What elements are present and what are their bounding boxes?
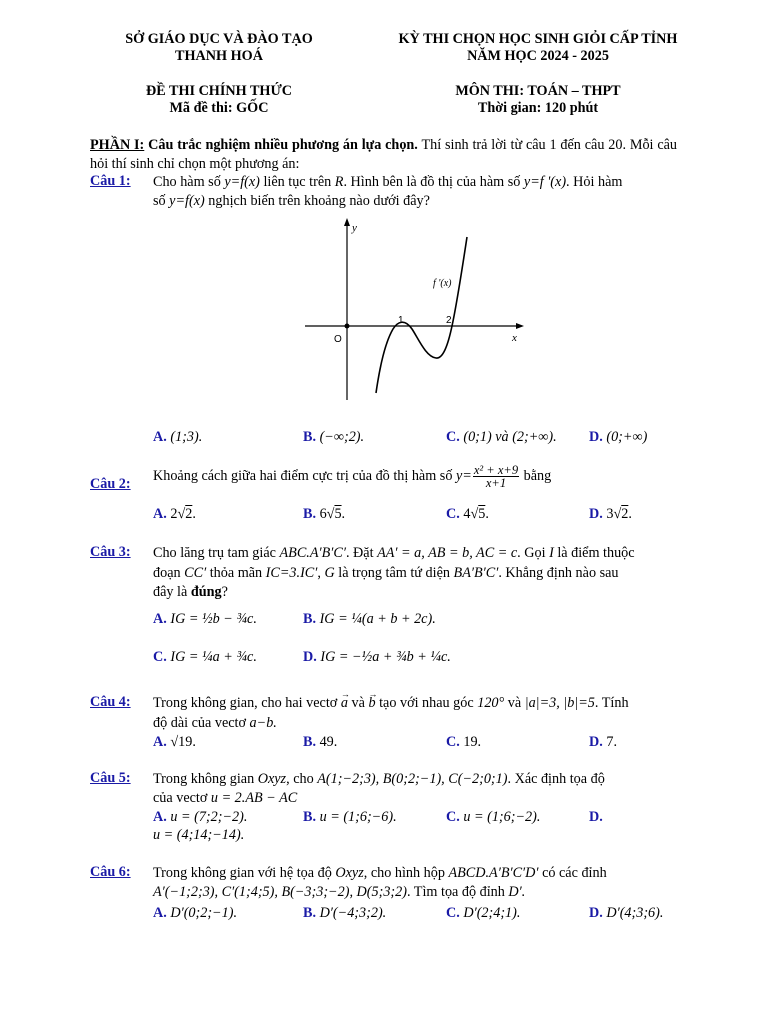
department-name: SỞ GIÁO DỤC VÀ ĐÀO TẠO (125, 31, 313, 47)
option-text: (−∞;2). (319, 429, 365, 445)
q2-denominator: x+1 (485, 476, 507, 490)
q4-angle: 120° (477, 695, 505, 711)
option-text: IG = ¼a + ¾c. (170, 649, 257, 665)
q4-text: và (351, 695, 365, 711)
option-label: A. (153, 429, 167, 445)
option-radicand: 5 (334, 506, 342, 522)
option-text: (0;+∞) (606, 429, 648, 445)
q6-line2 (153, 883, 525, 901)
q4-text: tạo với nhau góc (379, 695, 474, 711)
q2-math: y= (455, 467, 472, 484)
option-label: C. (446, 905, 460, 921)
option-label: B. (303, 905, 317, 921)
province-name: THANH HOÁ (175, 48, 263, 64)
origin-label: O (334, 334, 342, 345)
option-end: . (485, 506, 489, 522)
option-text: D′(−4;3;2). (319, 905, 387, 921)
q5-text: , cho (286, 771, 314, 787)
q4-text: . Tính (594, 695, 629, 711)
option-label: B. (303, 611, 317, 627)
q2-option-d[interactable]: D. 3√2. (589, 506, 632, 522)
derivative-graph (300, 215, 530, 410)
q5-line1 (153, 770, 605, 788)
q3-math: AA′ = a, AB = b, AC = c (377, 545, 518, 561)
option-label: B. (303, 429, 317, 445)
option-text: D′(2;4;1). (463, 905, 521, 921)
exam-name: KỲ THI CHỌN HỌC SINH GIỎI CẤP TỈNH (398, 31, 678, 47)
q2-text: Khoảng cách giữa hai điểm cực trị của đồ thị hàm số (153, 467, 453, 484)
f-prime-curve (376, 237, 467, 393)
option-label: D. (589, 429, 603, 445)
q6-option-a[interactable] (153, 904, 237, 922)
q3-math: IC=3.IC′ (265, 565, 318, 581)
q6-option-b[interactable] (303, 904, 386, 922)
q5-option-d-text[interactable] (153, 826, 244, 844)
option-text: (1;3). (170, 429, 203, 445)
q3-option-d[interactable] (303, 648, 451, 666)
q3-option-a[interactable] (153, 610, 257, 628)
option-label: B. (303, 734, 317, 750)
q3-math: I (549, 545, 554, 561)
q5-option-d[interactable] (589, 808, 603, 826)
q3-line2 (153, 564, 619, 582)
q4-math: a−b. (249, 715, 277, 731)
option-label: D. (589, 734, 603, 750)
option-label: D. (589, 905, 603, 921)
q6-text: . Tìm tọa độ đỉnh (406, 884, 505, 900)
q3-math: CC′ (184, 565, 207, 581)
q5-label: Câu 5: (90, 770, 131, 786)
q3-text: ? (221, 584, 228, 600)
header-left-2 (108, 83, 330, 117)
q4-vec-a: → a (341, 694, 348, 712)
subject: MÔN THI: TOÁN – THPT (455, 83, 621, 99)
option-text: u = (1;6;−6). (319, 809, 397, 825)
q6-math: D′. (508, 884, 526, 900)
option-label: A. (153, 611, 167, 627)
q5-text: . Xác định tọa độ (507, 771, 605, 787)
option-radicand: 2 (185, 506, 193, 522)
option-label: D. (303, 649, 317, 665)
option-label: D. (589, 809, 603, 825)
q6-label: Câu 6: (90, 864, 131, 880)
q2-option-c[interactable]: C. 4√5. (446, 506, 489, 522)
q2-line1 (153, 464, 551, 489)
q6-math: Oxyz (335, 865, 364, 881)
option-text: 49. (319, 734, 338, 750)
option-coef: 6 (319, 506, 327, 522)
q3-text: . Gọi (517, 545, 546, 561)
q2-label: Câu 2: (90, 476, 131, 492)
q3-line1 (153, 544, 635, 562)
x-axis-arrow (516, 323, 524, 329)
option-label: B. (303, 506, 317, 522)
header-left (108, 31, 330, 65)
q4-option-c[interactable] (446, 733, 481, 751)
option-label: B. (303, 809, 317, 825)
q2-option-a[interactable]: A. 2√2. (153, 506, 196, 522)
q4-option-d[interactable] (589, 733, 617, 751)
option-text: u = (4;14;−14). (153, 827, 245, 843)
option-coef: 2 (170, 506, 178, 522)
option-text: u = (1;6;−2). (463, 809, 541, 825)
option-coef: 3 (606, 506, 614, 522)
q5-math: Oxyz (257, 771, 287, 787)
header-right (382, 31, 694, 65)
option-radicand: 2 (621, 506, 629, 522)
option-label: A. (153, 809, 167, 825)
q3-math: BA′B′C′ (453, 565, 499, 581)
q4-text: và (507, 695, 522, 711)
exam-code: Mã đề thi: GỐC (169, 100, 269, 116)
option-end: . (628, 506, 632, 522)
q4-text: Trong không gian, cho hai vectơ (153, 695, 338, 711)
q1-math: y=f(x) (169, 193, 205, 209)
q3-option-b[interactable] (303, 610, 436, 628)
option-label: C. (446, 506, 460, 522)
q1-line2 (153, 192, 430, 210)
q3-text: là điểm thuộc (557, 545, 635, 561)
q5-line2 (153, 789, 297, 807)
q5-option-c[interactable] (446, 808, 540, 826)
x-axis-label: x (512, 332, 517, 344)
q5-text: của vectơ (153, 790, 208, 806)
q2-fraction (473, 464, 519, 489)
option-label: A. (153, 506, 167, 522)
q6-text: có các đỉnh (542, 865, 607, 881)
q6-math: ABCD.A′B′C′D′ (448, 865, 539, 881)
option-radicand: 5 (478, 506, 486, 522)
q6-option-c[interactable] (446, 904, 520, 922)
option-label: A. (153, 734, 167, 750)
q3-text: . Khẳng định nào sau (498, 565, 619, 581)
q1-math: y=f(x) (224, 174, 260, 190)
q1-text: . Hỏi hàm (566, 174, 623, 190)
q4-line1 (153, 694, 629, 712)
q2-option-b[interactable]: B. 6√5. (303, 506, 346, 522)
option-text: IG = ½b − ¾c. (170, 611, 257, 627)
option-label: C. (153, 649, 167, 665)
q2-numerator: x² + x+9 (473, 463, 519, 477)
q3-text: đoạn (153, 565, 181, 581)
q5-vector: u = 2.AB − AC (210, 790, 298, 806)
q1-text: số (153, 193, 166, 209)
header-right-2 (382, 83, 694, 117)
option-text: IG = ¼(a + b + 2c). (319, 611, 436, 627)
q3-text: Cho lăng trụ tam giác (153, 545, 276, 561)
q1-option-a[interactable] (153, 428, 202, 446)
option-coef: 4 (463, 506, 471, 522)
option-text: u = (7;2;−2). (170, 809, 248, 825)
q3-text: . Đặt (345, 545, 374, 561)
q4-vec-b: → b (368, 694, 375, 712)
part1-title: PHẦN I: (90, 137, 145, 153)
q3-text: là trọng tâm tứ diện (338, 565, 450, 581)
origin-point (345, 324, 350, 329)
q6-option-d[interactable] (589, 904, 663, 922)
option-label: D. (589, 506, 603, 522)
option-text: 7. (606, 734, 617, 750)
curve-label: f '(x) (433, 278, 452, 289)
q1-text: Cho hàm số (153, 174, 221, 190)
q6-points: A′(−1;2;3), C′(1;4;5), B(−3;3;−2), D(5;3;2) (153, 884, 407, 900)
option-label: C. (446, 429, 460, 445)
y-axis-arrow (344, 218, 350, 226)
q5-option-b[interactable] (303, 808, 397, 826)
part1-title-bold: Câu trắc nghiệm nhiều phương án lựa chọn. (148, 137, 418, 153)
q1-text: nghịch biến trên khoảng nào dưới đây? (208, 193, 430, 209)
q1-math: y=f '(x) (523, 174, 567, 190)
option-label: A. (153, 905, 167, 921)
q6-text: , cho hình hộp (363, 865, 445, 881)
q4-line2 (153, 714, 277, 732)
q5-points: A(1;−2;3), B(0;2;−1), C(−2;0;1) (317, 771, 508, 787)
q1-math: R (334, 174, 344, 190)
option-label: C. (446, 809, 460, 825)
q6-text: Trong không gian với hệ tọa độ (153, 865, 332, 881)
q3-line3 (153, 583, 228, 601)
q3-text: thỏa mãn (209, 565, 263, 581)
option-text: D′(4;3;6). (606, 905, 664, 921)
q3-text: , (317, 565, 321, 581)
q4-magnitudes: |a|=3, |b|=5 (524, 695, 595, 711)
q1-label: Câu 1: (90, 173, 131, 189)
option-label: C. (446, 734, 460, 750)
option-text: 19. (463, 734, 482, 750)
q3-text: đây là (153, 584, 188, 600)
q5-text: Trong không gian (153, 771, 255, 787)
option-text: IG = −½a + ¾b + ¼c. (320, 649, 451, 665)
q1-line1 (153, 173, 677, 191)
q1-option-b[interactable] (303, 428, 364, 446)
option-text: √19. (170, 734, 196, 750)
official-exam-label: ĐỀ THI CHÍNH THỨC (146, 83, 292, 99)
q4-option-a[interactable] (153, 733, 196, 751)
q3-emphasis: đúng (190, 584, 222, 600)
q1-option-c[interactable] (446, 428, 557, 446)
q4-text: độ dài của vectơ (153, 715, 246, 731)
y-axis-label: y (352, 222, 357, 234)
tick-label-1: 1 (398, 315, 404, 326)
q2-text: bằng (523, 467, 552, 484)
option-text: D′(0;2;−1). (170, 905, 237, 921)
q3-math: G (324, 565, 335, 581)
q4-option-b[interactable] (303, 733, 337, 751)
q1-option-d[interactable] (589, 428, 647, 446)
q3-label: Câu 3: (90, 544, 131, 560)
option-end: . (192, 506, 196, 522)
q5-option-a[interactable] (153, 808, 247, 826)
part1-intro (90, 136, 677, 173)
q3-math: ABC.A′B′C′ (279, 545, 346, 561)
q6-line1 (153, 864, 607, 882)
tick-label-2: 2 (446, 315, 452, 326)
time-allowed: Thời gian: 120 phút (477, 100, 599, 116)
school-year: NĂM HỌC 2024 - 2025 (467, 48, 609, 64)
option-end: . (341, 506, 346, 522)
option-text: (0;1) và (2;+∞). (463, 429, 557, 445)
q1-text: liên tục trên (263, 174, 332, 190)
part1-intro-text: Thí sinh trả lời từ câu 1 đến câu 20. Mỗi câu hỏi thí sinh chỉ chọn một phương án: (90, 137, 678, 172)
q4-label: Câu 4: (90, 694, 131, 710)
q1-text: . Hình bên là đồ thị của hàm số (343, 174, 521, 190)
q3-option-c[interactable] (153, 648, 257, 666)
